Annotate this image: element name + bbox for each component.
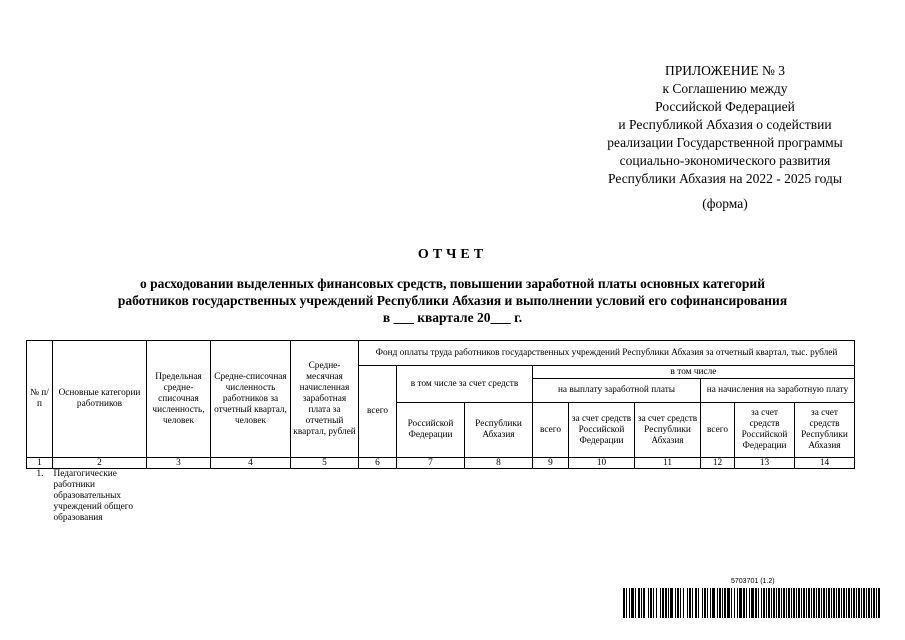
column-number: 13 bbox=[735, 458, 795, 469]
report-title-block bbox=[40, 246, 865, 326]
row-category: Педагогические работники образовательных учреждений общего образования bbox=[53, 469, 134, 523]
column-number: 2 bbox=[53, 458, 147, 469]
header-col-rf: Российской Федерации bbox=[397, 403, 465, 458]
report-title: ОТЧЕТ bbox=[417, 247, 488, 262]
appendix-line: Российской Федерацией bbox=[655, 99, 795, 114]
header-col-incl: в том числе bbox=[533, 366, 855, 379]
header-col-funds-ra2: за счет средств Республики Абхазия bbox=[795, 403, 855, 458]
header-col-sub-total2: всего bbox=[701, 403, 735, 458]
header-col-salary-accruals: на начисления на заработную плату bbox=[701, 379, 855, 403]
appendix-line: социально-экономического развития bbox=[619, 153, 831, 168]
header-col-category: Основные категории работников bbox=[53, 341, 147, 458]
column-number: 14 bbox=[795, 458, 855, 469]
barcode-icon bbox=[623, 588, 881, 618]
column-number: 9 bbox=[533, 458, 569, 469]
column-number: 10 bbox=[569, 458, 635, 469]
column-number: 6 bbox=[359, 458, 397, 469]
form-label: (форма) bbox=[702, 196, 748, 211]
row-number: 1. bbox=[36, 469, 44, 479]
appendix-line: ПРИЛОЖЕНИЕ № 3 bbox=[664, 63, 786, 78]
appendix-line: к Соглашению между bbox=[662, 81, 788, 96]
column-number: 3 bbox=[147, 458, 211, 469]
appendix-line: реализации Государственной программы bbox=[607, 135, 843, 150]
column-number: 5 bbox=[291, 458, 359, 469]
column-number: 11 bbox=[635, 458, 701, 469]
appendix-line: Республики Абхазия на 2022 - 2025 годы bbox=[608, 171, 842, 186]
table-row bbox=[27, 469, 855, 525]
header-col-avg-headcount: Средне-списочная численность работников за отчетный квартал, человек bbox=[211, 341, 291, 458]
report-subtitle-line: работников государственных учреждений Республики Абхазия и выполнении условий его софинансирования bbox=[117, 293, 788, 308]
header-col-funds-rf2: за счет средств Российской Федерации bbox=[735, 403, 795, 458]
appendix-line: и Республикой Абхазия о содействии bbox=[618, 117, 832, 132]
report-subtitle-line: в ___ квартале 20___ г. bbox=[382, 310, 523, 325]
header-col-no: № п/п bbox=[27, 341, 53, 458]
column-number: 12 bbox=[701, 458, 735, 469]
report-subtitle-line: о расходовании выделенных финансовых средств, повышении заработной платы основных категорий bbox=[139, 276, 765, 291]
header-col-fund: Фонд оплаты труда работников государственных учреждений Республики Абхазия за отчетный квартал, тыс. рублей bbox=[359, 341, 855, 366]
header-col-salary-payment: на выплату заработной платы bbox=[533, 379, 701, 403]
header-col-funds-rf: за счет средств Российской Федерации bbox=[569, 403, 635, 458]
barcode-caption: 5703701 (1.2) bbox=[731, 578, 775, 585]
column-number: 4 bbox=[211, 458, 291, 469]
column-number: 7 bbox=[397, 458, 465, 469]
column-number: 8 bbox=[465, 458, 533, 469]
report-subtitle bbox=[40, 275, 865, 326]
header-col-sub-total: всего bbox=[533, 403, 569, 458]
header-col-headcount-limit: Предельная средне-списочная численность, человек bbox=[147, 341, 211, 458]
appendix-header bbox=[560, 62, 890, 213]
report-table bbox=[26, 340, 855, 524]
header-col-total: всего bbox=[359, 366, 397, 458]
header-col-avg-salary: Средне-месячная начисленная заработная плата за отчетный квартал, рублей bbox=[291, 341, 359, 458]
header-col-ra: Республики Абхазия bbox=[465, 403, 533, 458]
column-number: 1 bbox=[27, 458, 53, 469]
header-col-incl-funds: в том числе за счет средств bbox=[397, 366, 533, 403]
header-col-funds-ra: за счет средств Республики Абхазия bbox=[635, 403, 701, 458]
column-numbers-row bbox=[27, 458, 855, 469]
